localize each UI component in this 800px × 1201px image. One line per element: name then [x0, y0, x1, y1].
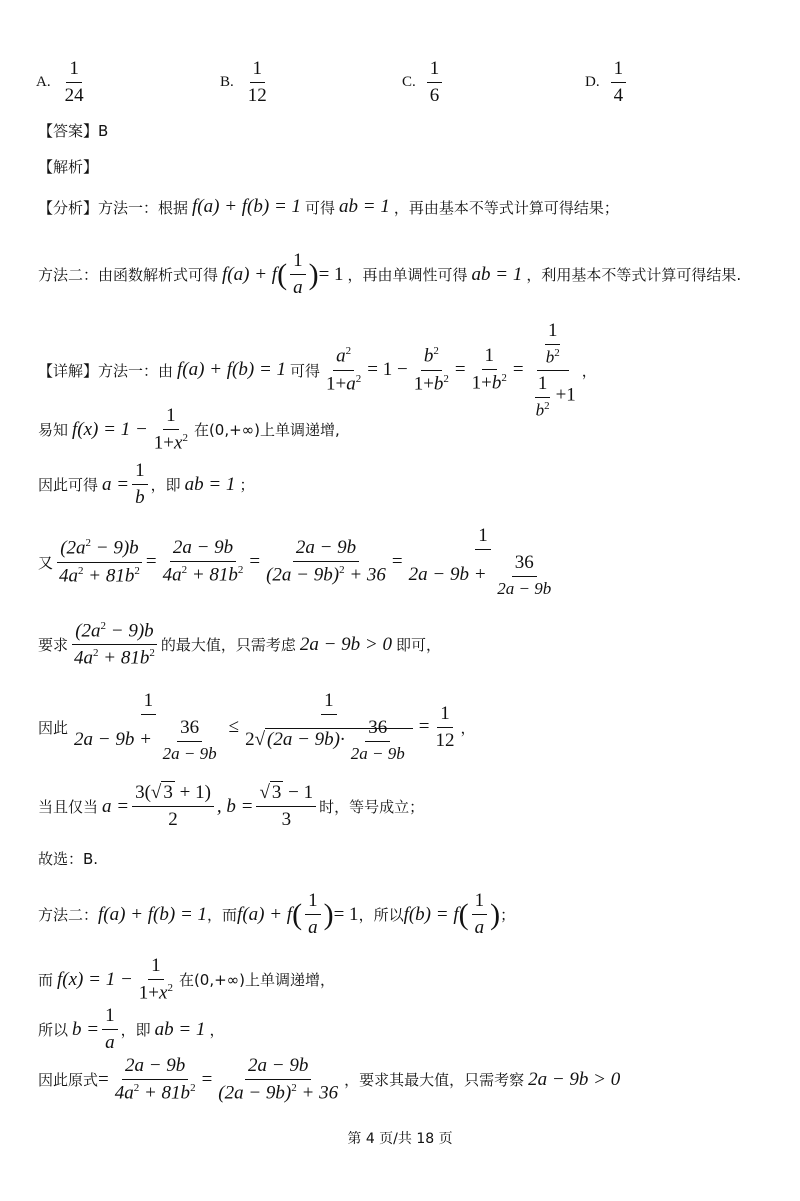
option-label: A. [36, 74, 51, 90]
text: ，即 [150, 476, 181, 494]
formula: ab = 1 [184, 473, 236, 495]
formula: 2a − 9b > 0 [528, 1068, 621, 1090]
formula: ab = 1 [339, 196, 390, 217]
text: 在(0,+∞)上单调递增, [193, 421, 340, 440]
text: ，再由基本不等式计算可得结果； [393, 198, 619, 217]
text: 在(0,+∞)上单调递增， [178, 971, 336, 990]
formula: 2a − 9b > 0 [299, 633, 393, 655]
detail-line: 【详解】方法一：由 f(a) + f(b) = 1 可得 $\frac{a^2}{1+a^2}$ = 1 − $\frac{b^2}{1+b^2}$ = $\frac{1}{1+b^2}$ = $\frac{1}{b^2}$ $\frac{1}{b^2}$ +1 ， [38, 320, 597, 420]
option-d [585, 58, 629, 107]
option-den: 12 [247, 85, 267, 106]
text: 因此 [38, 718, 69, 737]
option-den: 6 [429, 85, 440, 106]
text: 又 [38, 553, 54, 572]
text: ，而 [207, 906, 238, 924]
option-num: 1 [250, 58, 266, 83]
again-line: 又 $\frac{(2a^2 - 9)b}{4a^2 + 81b^2}$ = $\frac{2a - 9b}{4a^2 + 81b^2}$ = $\frac{2a - 9b}{(2a - 9b)^2 + 36}$ = 1 2a − 9b + $\frac{36}{2a - 9b}$ [38, 525, 552, 598]
option-a [36, 58, 90, 107]
text: 所以 [38, 1021, 69, 1039]
option-den: 24 [64, 85, 84, 106]
text: 因此可得 [38, 476, 99, 494]
formula: ab = 1 [471, 263, 523, 285]
text: 可得 [305, 198, 336, 217]
analysis-header: 【解析】 [38, 158, 99, 176]
text: ， [581, 361, 597, 380]
option-label: C. [402, 74, 416, 90]
option-b [220, 58, 273, 107]
text: ，再由单调性可得 [347, 266, 468, 284]
text: 要求 [38, 636, 69, 655]
option-c [402, 58, 445, 107]
therefore3-line: 因此原式 = $\frac{2a - 9b}{4a^2 + 81b^2}$ = $\frac{2a - 9b}{(2a - 9b)^2 + 36}$ ，要求其最大值，只需考察 2a − 9b > 0 [38, 1055, 621, 1104]
option-num: 1 [611, 58, 627, 83]
option-num: 1 [427, 58, 443, 83]
text: ； [239, 476, 255, 494]
require-line: 要求 $\frac{(2a^2 - 9)b}{4a^2 + 81b^2}$ 的最大值，只需考虑 2a − 9b > 0 即可， [38, 620, 442, 669]
text: 当且仅当 [38, 798, 99, 816]
formula: ab = 1 [154, 1018, 206, 1040]
therefore1-line: 因此可得 a = $\frac{1}{b}$ ，即 ab = 1 ； [38, 460, 255, 508]
text: 【详解】方法一：由 [38, 361, 174, 380]
page-footer: 第 4 页/共 18 页 [347, 1131, 453, 1147]
text: ； [500, 906, 516, 924]
text: 可得 [290, 361, 321, 380]
text: 时，等号成立； [319, 798, 425, 816]
text: ，所以 [358, 906, 404, 924]
answer-line: 【答案】B [38, 122, 109, 140]
text: 即可， [396, 636, 442, 655]
text: 而 [38, 971, 54, 990]
fenxi-line [38, 196, 619, 218]
method2-intro-line: 方法二：由函数解析式可得 f(a) + f ( $\frac{1}{a}$ ) = 1 ，再由单调性可得 ab = 1 ，利用基本不等式计算可得结果. [38, 250, 742, 298]
method2-line: 方法二： f(a) + f(b) = 1 ，而 f(a) + f ( $\frac{1}{a}$ ) = 1 ，所以 f(b) = f ( $\frac{1}{a}$ ) ； [38, 890, 516, 938]
mono-line: 易知 f(x) = 1 − $\frac{1}{1+x^2}$ 在(0,+∞)上单调递增, [38, 405, 340, 454]
text: ，利用基本不等式计算可得结果. [526, 266, 742, 284]
text: ， [460, 718, 476, 737]
formula: f(a) + f(b) = 1 [192, 196, 302, 217]
mono2-line: 而 f(x) = 1 − $\frac{1}{1+x^2}$ 在(0,+∞)上单调递增， [38, 955, 336, 1004]
text: 方法二： [38, 906, 99, 924]
therefore2-line: 因此 1 2a − 9b + $\frac{36}{2a - 9b}$ ≤ 1 2√ (2a − 9b)· $\frac{36}{2a - 9b}$ = $\frac{1}{12}$ ， [38, 690, 476, 763]
text: 方法二：由函数解析式可得 [38, 266, 219, 284]
text: 因此原式 [38, 1071, 99, 1090]
option-label: D. [585, 74, 600, 90]
text: 【分析】方法一：根据 [38, 198, 189, 217]
choose-line: 故选：B. [38, 850, 99, 868]
text: 的最大值，只需考虑 [160, 636, 296, 655]
option-num: 1 [66, 58, 82, 83]
text: ，要求其最大值，只需考察 [344, 1071, 525, 1090]
option-label: B. [220, 74, 234, 90]
sothat-line: 所以 b = $\frac{1}{a}$ ，即 ab = 1 ， [38, 1005, 225, 1053]
option-den: 4 [613, 85, 624, 106]
text: ，即 [120, 1021, 151, 1039]
text: ， [209, 1021, 225, 1039]
equality-line: 当且仅当 a = $\frac{3(√ 3 + 1)}{2}$ , b = $\frac{√ 3 - 1}{3}$ 时，等号成立； [38, 782, 425, 830]
text: 易知 [38, 421, 69, 440]
